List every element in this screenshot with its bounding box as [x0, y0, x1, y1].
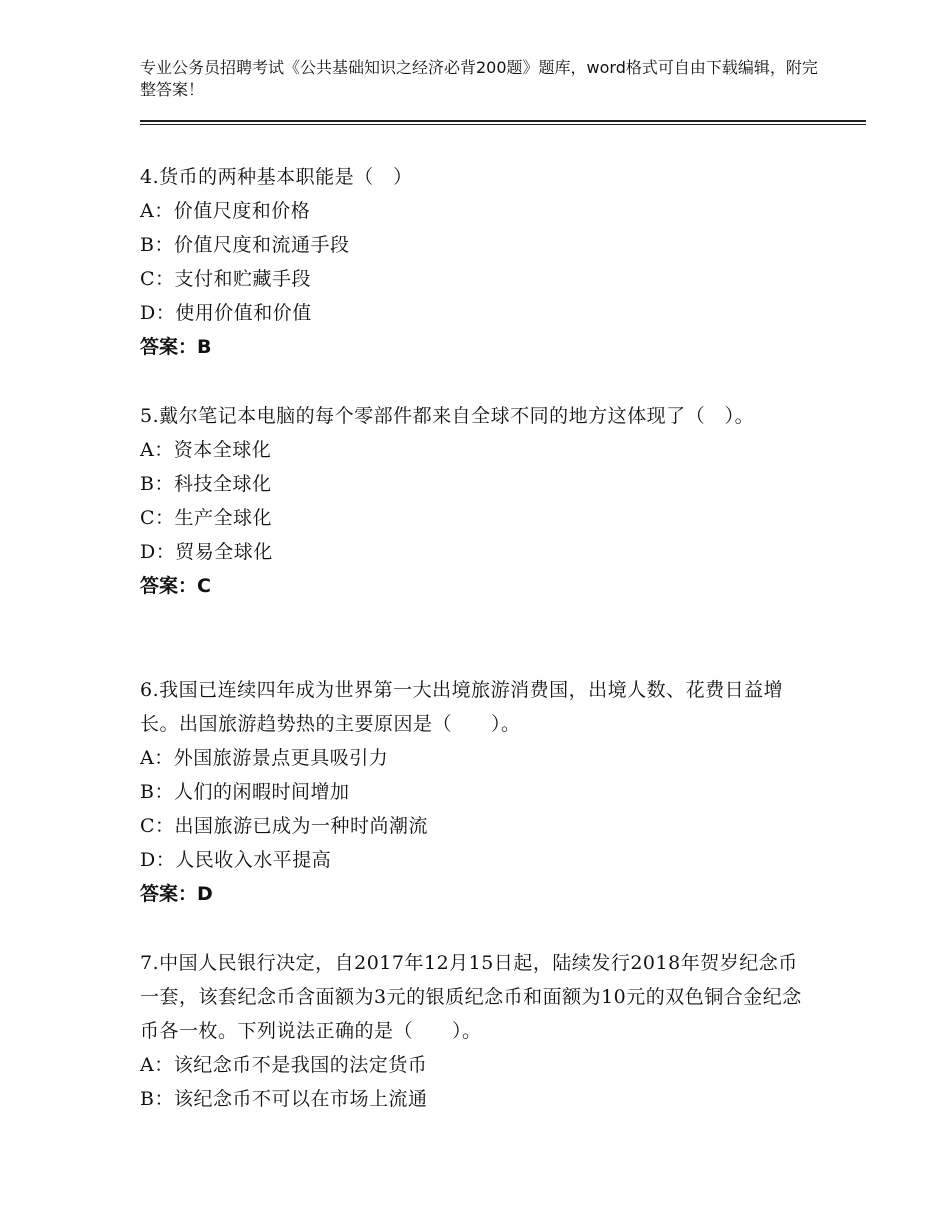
question-6 — [140, 673, 810, 911]
option-c: C：生产全球化 — [140, 507, 273, 529]
question-stem: 6.我国已连续四年成为世界第一大出境旅游消费国，出境人数、花费日益增长。出国旅游趋势热的主要原因是（ ）。 — [140, 679, 784, 735]
question-7 — [140, 946, 810, 1116]
option-a: A：资本全球化 — [140, 439, 272, 461]
header-divider-thin — [140, 124, 866, 125]
option-b: B：人们的闲暇时间增加 — [140, 781, 350, 803]
option-d: D：使用价值和价值 — [140, 302, 312, 324]
option-d: D：人民收入水平提高 — [140, 849, 332, 871]
question-stem: 7.中国人民银行决定，自2017年12月15日起，陆续发行2018年贺岁纪念币一套，该套纪念币含面额为3元的银质纪念币和面额为10元的双色铜合金纪念币各一枚。下列说法正确的是（ ）。 — [140, 952, 802, 1042]
option-b: B：价值尺度和流通手段 — [140, 234, 350, 256]
option-d: D：贸易全球化 — [140, 541, 273, 563]
document-header: 专业公务员招聘考试《公共基础知识之经济必背200题》题库，word格式可自由下载编辑，附完整答案！ — [140, 58, 818, 99]
option-a: A：价值尺度和价格 — [140, 200, 311, 222]
option-a: A：外国旅游景点更具吸引力 — [140, 747, 389, 769]
option-c: C：出国旅游已成为一种时尚潮流 — [140, 815, 429, 837]
option-b: B：科技全球化 — [140, 473, 272, 495]
answer-label: 答案：B — [140, 336, 212, 358]
option-b: B：该纪念币不可以在市场上流通 — [140, 1088, 428, 1110]
option-c: C：支付和贮藏手段 — [140, 268, 312, 290]
answer-label: 答案：C — [140, 575, 211, 597]
option-a: A：该纪念币不是我国的法定货币 — [140, 1054, 428, 1076]
question-5 — [140, 399, 810, 603]
question-stem: 5.戴尔笔记本电脑的每个零部件都来自全球不同的地方这体现了（ ）。 — [140, 405, 755, 427]
answer-label: 答案：D — [140, 883, 213, 905]
question-4 — [140, 160, 810, 364]
header-divider — [140, 120, 866, 122]
question-stem: 4.货币的两种基本职能是（ ） — [140, 166, 413, 188]
